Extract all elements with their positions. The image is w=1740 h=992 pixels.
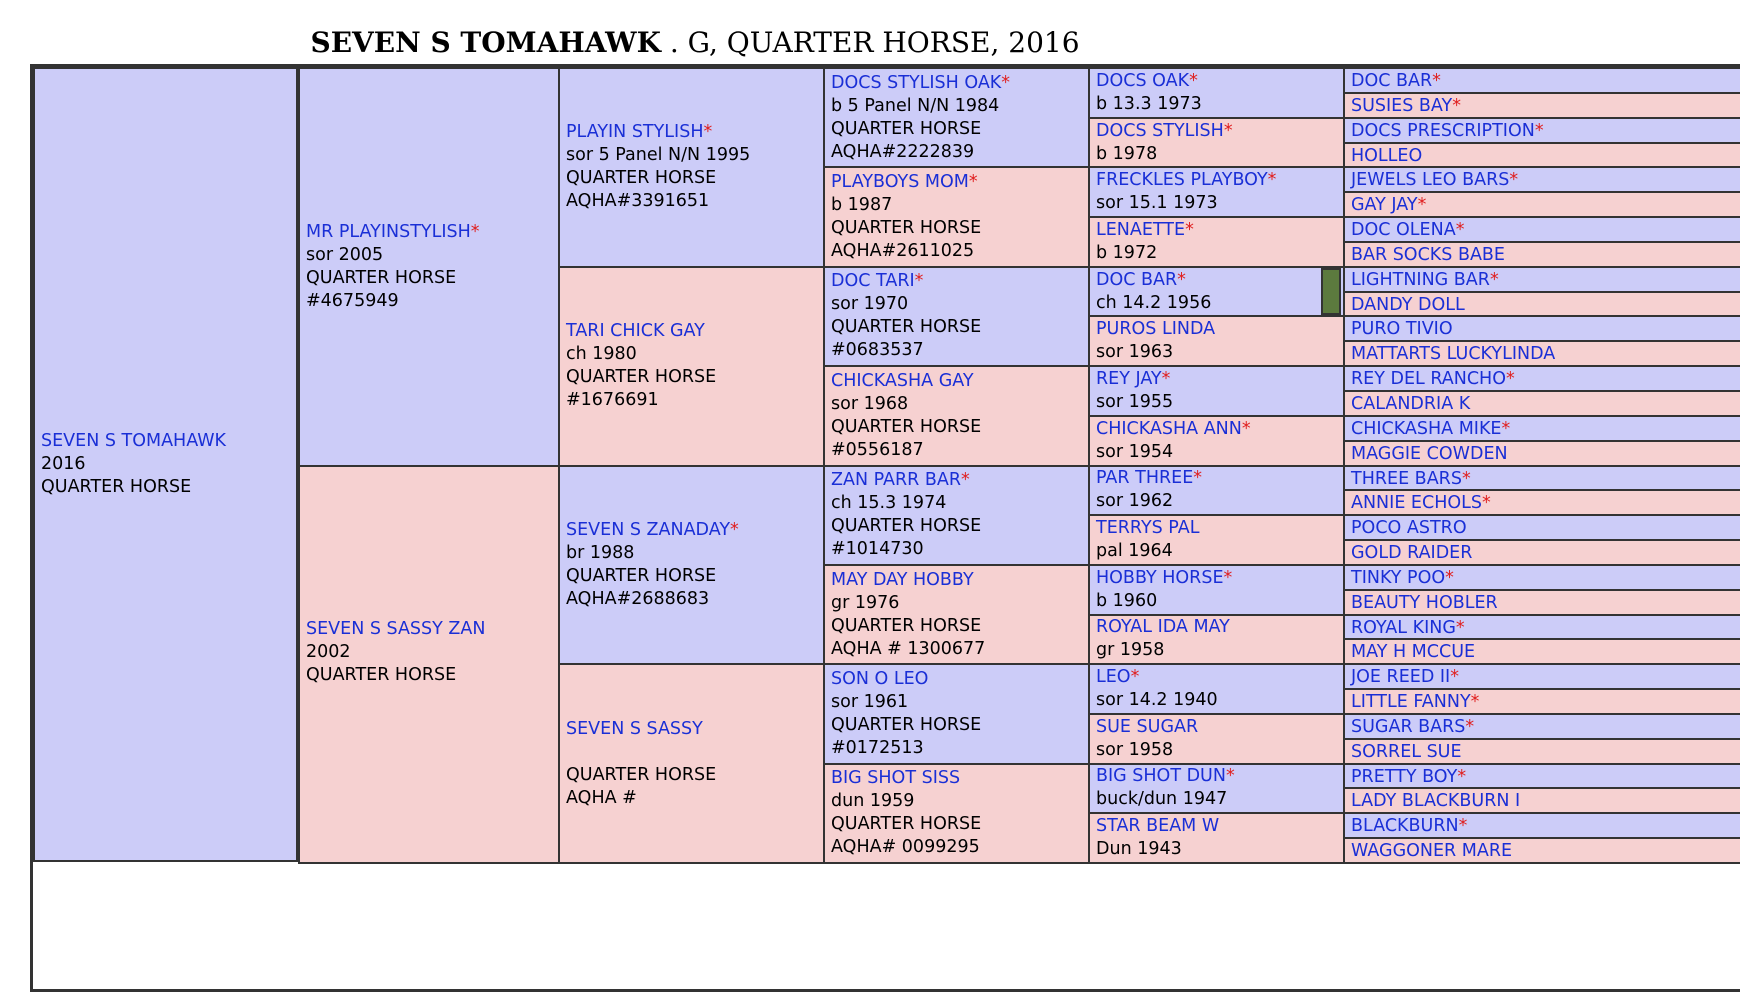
horse-detail: 2016 [41, 454, 86, 474]
horse-name-row [831, 72, 1082, 95]
horse-name-row [566, 320, 817, 343]
gen3-horse [823, 166, 1090, 267]
horse-name-link[interactable]: HOLLEO [1351, 145, 1423, 166]
horse-name-row [1351, 393, 1740, 416]
registered-star: * [1223, 567, 1233, 588]
gen5-horse [1343, 390, 1740, 417]
horse-detail: AQHA # 1300677 [831, 638, 986, 659]
horse-detail [566, 741, 817, 764]
registered-star: * [1130, 667, 1140, 688]
horse-detail: pal 1964 [1096, 541, 1173, 562]
horse-name-link[interactable]: CHICKASHA MIKE [1351, 418, 1502, 439]
horse-name-link[interactable]: CALANDRIA K [1351, 393, 1471, 414]
horse-name-row [1351, 418, 1740, 441]
gen4-horse [1088, 67, 1345, 119]
horse-name-row [306, 221, 552, 244]
gen5-horse [1343, 564, 1740, 591]
horse-detail: sor 1968 [831, 393, 909, 414]
horse-name-link[interactable]: LENAETTE [1096, 219, 1186, 240]
horse-detail: sor 1958 [1096, 739, 1174, 760]
horse-name-row [1096, 318, 1337, 341]
gen5-horse [1343, 489, 1740, 516]
horse-detail: ch 14.2 1956 [1096, 292, 1212, 313]
horse-name-row [1351, 95, 1740, 118]
horse-name-row [1096, 666, 1337, 689]
gen5-horse [1343, 92, 1740, 119]
horse-name-row [1351, 120, 1740, 143]
title-horse-name: SEVEN S TOMAHAWK [310, 26, 661, 59]
horse-name-row [1351, 145, 1740, 168]
gen5-horse [1343, 340, 1740, 367]
registered-star: * [1455, 617, 1465, 638]
horse-name-link[interactable]: LEO [1096, 667, 1131, 688]
horse-name-link[interactable]: TINKY POO [1351, 567, 1446, 588]
horse-name-link[interactable]: ROYAL IDA MAY [1096, 617, 1230, 638]
horse-detail: sor 1963 [1096, 342, 1174, 363]
horse-name-row [41, 430, 290, 453]
horse-name-link[interactable]: LADY BLACKBURN I [1351, 791, 1521, 812]
horse-name-row [566, 519, 817, 542]
horse-name-row [1351, 592, 1740, 615]
horse-name-link[interactable]: TARI CHICK GAY [566, 321, 705, 342]
title-details: . G, QUARTER HORSE, 2016 [660, 26, 1080, 59]
gen5-horse [1343, 67, 1740, 94]
gen4-horse [1088, 514, 1345, 566]
registered-star: * [1482, 493, 1491, 514]
horse-name-row [1351, 368, 1740, 391]
horse-detail: gr 1958 [1096, 640, 1165, 661]
horse-detail: #4675949 [306, 290, 399, 311]
horse-detail: sor 1955 [1096, 391, 1174, 412]
horse-detail: b 5 Panel N/N 1984 [831, 95, 1000, 116]
horse-name-link[interactable]: BEAUTY HOBLER [1351, 592, 1498, 613]
horse-name-row [1351, 641, 1740, 664]
gen5-horse [1343, 713, 1740, 740]
horse-name-link[interactable]: ROYAL KING [1351, 617, 1456, 638]
registered-star: * [1509, 170, 1519, 191]
horse-name-link[interactable]: DOC TARI [831, 271, 915, 292]
gen4-horse [1088, 614, 1345, 666]
horse-detail: buck/dun 1947 [1096, 789, 1228, 810]
horse-name-row [1351, 766, 1740, 789]
horse-name-row [831, 668, 1082, 691]
horse-name-link[interactable]: PUROS LINDA [1096, 319, 1216, 340]
horse-name-link[interactable]: POCO ASTRO [1351, 518, 1467, 539]
horse-name-link[interactable]: MAGGIE COWDEN [1351, 443, 1508, 464]
horse-name-row [1096, 219, 1337, 242]
horse-name-row [831, 469, 1082, 492]
horse-detail: b 1972 [1096, 242, 1158, 263]
registered-star: * [1465, 716, 1475, 737]
horse-name-row [1096, 716, 1337, 739]
registered-star: * [1432, 71, 1441, 91]
horse-name-link[interactable]: ANNIE ECHOLS [1351, 493, 1483, 514]
horse-name-link[interactable]: PAR THREE [1096, 468, 1194, 489]
horse-detail: sor 1954 [1096, 441, 1174, 462]
pedigree-chart [30, 64, 1740, 992]
horse-name-row [1096, 815, 1337, 838]
horse-name-row [1351, 840, 1740, 863]
horse-name-row [1351, 492, 1740, 515]
horse-detail: QUARTER HORSE [831, 218, 982, 239]
horse-name-link[interactable]: SUSIES BAY [1351, 95, 1453, 116]
gen5-horse [1343, 614, 1740, 641]
gen5-horse [1343, 117, 1740, 144]
gen5-horse [1343, 539, 1740, 566]
horse-name-link[interactable]: GOLD RAIDER [1351, 543, 1473, 564]
horse-name-row [1096, 169, 1337, 192]
horse-detail: #0556187 [831, 439, 924, 460]
horse-name-row [1096, 120, 1337, 143]
horse-detail: QUARTER HORSE [306, 267, 457, 288]
gen5-horse [1343, 514, 1740, 541]
gen5-horse [1343, 589, 1740, 616]
horse-detail: ch 15.3 1974 [831, 493, 947, 514]
registered-star: * [1185, 219, 1194, 240]
horse-name-row [1351, 617, 1740, 640]
horse-detail: QUARTER HORSE [831, 814, 982, 835]
registered-star: * [1458, 816, 1468, 837]
horse-name-link[interactable]: LIGHTNING BAR [1351, 269, 1490, 290]
horse-name-row [1351, 169, 1740, 192]
horse-detail: #1014730 [831, 539, 924, 560]
horse-detail: QUARTER HORSE [306, 665, 457, 686]
horse-detail: QUARTER HORSE [566, 367, 717, 388]
horse-name-row [1351, 443, 1740, 466]
gen3-horse [823, 365, 1090, 466]
horse-name-link[interactable]: DOC OLENA [1351, 220, 1456, 241]
gen3-horse [823, 663, 1090, 764]
horse-name-row [831, 370, 1082, 393]
horse-name-row [1351, 815, 1740, 838]
registered-star: * [1177, 269, 1186, 290]
gen5-horse [1343, 166, 1740, 193]
registered-star: * [1470, 692, 1480, 713]
gen3-horse [823, 266, 1090, 367]
horse-detail: sor 14.2 1940 [1096, 690, 1218, 711]
horse-name-row [1351, 318, 1740, 341]
horse-name-row [1096, 616, 1337, 639]
gen1-horse [298, 67, 560, 467]
registered-star: * [1489, 269, 1499, 290]
gen5-horse [1343, 663, 1740, 690]
horse-name-link[interactable]: DOC BAR [1096, 269, 1178, 290]
gen5-horse [1343, 266, 1740, 293]
horse-detail: b 1987 [831, 195, 893, 216]
gen5-horse [1343, 315, 1740, 342]
horse-detail: QUARTER HORSE [566, 168, 717, 189]
registered-star: * [1450, 667, 1459, 688]
horse-name-link[interactable]: MATTARTS LUCKYLINDA [1351, 344, 1556, 365]
registered-star: * [968, 172, 978, 193]
horse-name-link[interactable]: SEVEN S SASSY ZAN [306, 619, 486, 640]
horse-detail [306, 687, 552, 710]
gen4-horse [1088, 166, 1345, 218]
horse-name-link[interactable]: MR PLAYINSTYLISH [306, 221, 471, 242]
horse-name-link[interactable]: JEWELS LEO BARS [1351, 170, 1510, 191]
horse-name-row [1351, 219, 1740, 242]
horse-name-row [1096, 418, 1337, 441]
gen5-horse [1343, 216, 1740, 243]
gen4-horse [1088, 315, 1345, 367]
gen4-horse [1088, 812, 1345, 864]
horse-detail: 2002 [306, 642, 351, 663]
horse-name-row [1351, 567, 1740, 590]
gen5-horse [1343, 291, 1740, 318]
gen3-horse [823, 763, 1090, 864]
horse-name-link[interactable]: PLAYIN STYLISH [566, 122, 704, 143]
gen5-horse [1343, 787, 1740, 814]
gen5-horse [1343, 365, 1740, 392]
registered-star: * [1225, 766, 1235, 787]
gen2-horse [558, 465, 825, 666]
horse-name-link[interactable]: PLAYBOYS MOM [831, 172, 969, 193]
horse-name-row [1351, 70, 1740, 93]
horse-name-row [1351, 517, 1740, 540]
horse-name-row [1096, 567, 1337, 590]
horse-name-row [566, 121, 817, 144]
horse-name-row [1351, 691, 1740, 714]
horse-name-row [1096, 269, 1337, 292]
horse-name-link[interactable]: SEVEN S SASSY [566, 718, 703, 739]
horse-name-link[interactable]: CHICKASHA GAY [831, 370, 974, 391]
registered-star: * [1193, 468, 1202, 489]
gen2-horse [558, 67, 825, 268]
gen5-horse [1343, 837, 1740, 864]
gen4-horse [1088, 465, 1345, 517]
horse-name-row [1096, 368, 1337, 391]
gen1-horse [298, 465, 560, 865]
gen5-horse [1343, 440, 1740, 467]
registered-star: * [1457, 766, 1467, 787]
horse-name-link[interactable]: FRECKLES PLAYBOY [1096, 170, 1268, 191]
registered-star: * [1452, 95, 1461, 116]
horse-name-link[interactable]: DOCS STYLISH [1096, 120, 1224, 141]
gen4-horse [1088, 713, 1345, 765]
gen4-horse [1088, 415, 1345, 467]
horse-name-link[interactable]: SUGAR BARS [1351, 716, 1466, 737]
registered-star: * [703, 122, 713, 143]
horse-name-link[interactable]: GAY JAY [1351, 195, 1418, 216]
horse-name-link[interactable]: MAY DAY HOBBY [831, 569, 974, 590]
horse-name-row [1096, 517, 1337, 540]
horse-name-link[interactable]: DANDY DOLL [1351, 294, 1465, 315]
horse-name-link[interactable]: TERRYS PAL [1096, 518, 1200, 539]
horse-name-link[interactable]: BLACKBURN [1351, 816, 1459, 837]
registered-star: * [730, 519, 739, 540]
horse-detail: Dun 1943 [1096, 839, 1182, 860]
gen4-horse [1088, 365, 1345, 417]
gen4-horse [1088, 564, 1345, 616]
horse-detail: b 1960 [1096, 590, 1158, 611]
horse-detail: AQHA# 0099295 [831, 837, 980, 858]
horse-name-link[interactable]: DOCS OAK [1096, 70, 1190, 91]
horse-detail: sor 5 Panel N/N 1995 [566, 145, 751, 166]
registered-star: * [1189, 70, 1198, 91]
gen5-horse [1343, 142, 1740, 169]
horse-name-link[interactable]: LITTLE FANNY [1351, 692, 1471, 713]
subject-horse [33, 67, 298, 862]
horse-detail: QUARTER HORSE [831, 516, 982, 537]
horse-detail: b 13.3 1973 [1096, 93, 1202, 114]
horse-name-row [1351, 542, 1740, 565]
horse-name-row [1351, 269, 1740, 292]
horse-detail: #1676691 [566, 390, 659, 411]
horse-name-link[interactable]: SEVEN S TOMAHAWK [41, 431, 227, 451]
gen5-horse [1343, 688, 1740, 715]
horse-detail: QUARTER HORSE [566, 565, 717, 586]
horse-name-link[interactable]: REY JAY [1096, 368, 1162, 389]
horse-name-row [1096, 467, 1337, 490]
gen5-horse [1343, 415, 1740, 442]
horse-name-link[interactable]: JOE REED II [1351, 667, 1451, 688]
horse-name-row [1351, 194, 1740, 217]
horse-name-link[interactable]: HOBBY HORSE [1096, 567, 1224, 588]
gen4-horse [1088, 117, 1345, 169]
horse-name-row [1351, 666, 1740, 689]
horse-name-link[interactable]: DOCS PRESCRIPTION [1351, 120, 1535, 141]
registered-star: * [470, 221, 480, 242]
horse-detail: QUARTER HORSE [831, 317, 982, 338]
horse-detail: dun 1959 [831, 791, 915, 812]
registered-star: * [1241, 418, 1251, 439]
registered-star: * [1445, 567, 1454, 588]
horse-detail: QUARTER HORSE [831, 714, 982, 735]
horse-detail: AQHA#2611025 [831, 241, 975, 262]
horse-detail: AQHA#2688683 [566, 588, 710, 609]
horse-name-link[interactable]: SEVEN S ZANADAY [566, 519, 731, 540]
registered-star: * [1534, 120, 1544, 141]
horse-detail: AQHA # [566, 787, 637, 808]
gen3-horse [823, 67, 1090, 168]
horse-name-link[interactable]: THREE BARS [1351, 468, 1462, 489]
gen3-horse [823, 564, 1090, 665]
horse-name-row [831, 270, 1082, 293]
gen4-horse [1088, 216, 1345, 268]
horse-detail: sor 1962 [1096, 491, 1174, 512]
page-title [0, 26, 1390, 59]
registered-star: * [1417, 195, 1427, 216]
horse-name-link[interactable]: SUE SUGAR [1096, 716, 1199, 737]
gen3-horse [823, 465, 1090, 566]
gen5-horse [1343, 738, 1740, 765]
gen2-horse [558, 663, 825, 864]
horse-detail: #0683537 [831, 340, 924, 361]
horse-name-link[interactable]: REY DEL RANCHO [1351, 369, 1506, 390]
horse-detail: QUARTER HORSE [831, 615, 982, 636]
horse-name-link[interactable]: CHICKASHA ANN [1096, 418, 1242, 439]
horse-name-link[interactable]: STAR BEAM W [1096, 816, 1220, 837]
horse-name-link[interactable]: MAY H MCCUE [1351, 642, 1476, 663]
horse-name-row [831, 171, 1082, 194]
horse-name-link[interactable]: WAGGONER MARE [1351, 841, 1513, 862]
horse-name-link[interactable]: PURO TIVIO [1351, 319, 1453, 340]
horse-detail: sor 2005 [306, 244, 384, 265]
registered-star: * [1267, 170, 1277, 191]
horse-name-row [1351, 790, 1740, 813]
gen5-horse [1343, 763, 1740, 790]
horse-detail: QUARTER HORSE [566, 764, 717, 785]
horse-detail: gr 1976 [831, 592, 900, 613]
horse-detail: AQHA#3391651 [566, 191, 710, 212]
registered-star: * [914, 271, 924, 292]
gen4-horse [1088, 266, 1345, 318]
horse-name-row [1351, 468, 1740, 491]
horse-name-row [831, 569, 1082, 592]
horse-name-row [1351, 244, 1740, 267]
registered-star: * [1505, 369, 1515, 390]
horse-name-link[interactable]: PRETTY BOY [1351, 766, 1458, 787]
gen5-horse [1343, 465, 1740, 492]
horse-name-link[interactable]: BAR SOCKS BABE [1351, 244, 1505, 265]
gen2-horse [558, 266, 825, 467]
horse-detail: br 1988 [566, 542, 635, 563]
horse-detail: #0172513 [831, 737, 924, 758]
horse-name-row [1096, 70, 1337, 93]
gen5-horse [1343, 191, 1740, 218]
horse-name-link[interactable]: BIG SHOT SISS [831, 768, 961, 789]
registered-star: * [1001, 72, 1011, 93]
horse-name-link[interactable]: ZAN PARR BAR [831, 470, 962, 491]
horse-name-link[interactable]: DOC BAR [1351, 71, 1433, 91]
horse-name-link[interactable]: DOCS STYLISH OAK [831, 72, 1002, 93]
horse-name-row [1351, 294, 1740, 317]
registered-star: * [1161, 368, 1171, 389]
horse-detail: AQHA#2222839 [831, 141, 975, 162]
horse-detail: QUARTER HORSE [831, 416, 982, 437]
horse-detail: sor 1961 [831, 691, 909, 712]
horse-name-row [1351, 343, 1740, 366]
registered-star: * [1223, 120, 1233, 141]
horse-name-row [306, 618, 552, 641]
horse-name-link[interactable]: SON O LEO [831, 668, 929, 689]
horse-detail: QUARTER HORSE [831, 118, 982, 139]
registered-star: * [961, 470, 970, 491]
horse-name-row [831, 767, 1082, 790]
registered-star: * [1501, 418, 1511, 439]
horse-name-row [1351, 741, 1740, 764]
horse-detail: b 1978 [1096, 143, 1158, 164]
gen5-horse [1343, 638, 1740, 665]
horse-name-row [1351, 716, 1740, 739]
registered-star: * [1455, 220, 1465, 241]
horse-name-link[interactable]: BIG SHOT DUN [1096, 766, 1226, 787]
horse-detail: sor 15.1 1973 [1096, 193, 1218, 214]
horse-detail: ch 1980 [566, 344, 637, 365]
horse-name-row [566, 718, 817, 741]
gen5-horse [1343, 241, 1740, 268]
horse-name-link[interactable]: SORREL SUE [1351, 741, 1462, 762]
gen5-horse [1343, 812, 1740, 839]
status-marker [1321, 268, 1341, 316]
registered-star: * [1461, 468, 1471, 489]
gen4-horse [1088, 663, 1345, 715]
horse-name-row [1096, 765, 1337, 788]
horse-detail: QUARTER HORSE [41, 477, 192, 497]
horse-detail: sor 1970 [831, 294, 909, 315]
gen4-horse [1088, 763, 1345, 815]
